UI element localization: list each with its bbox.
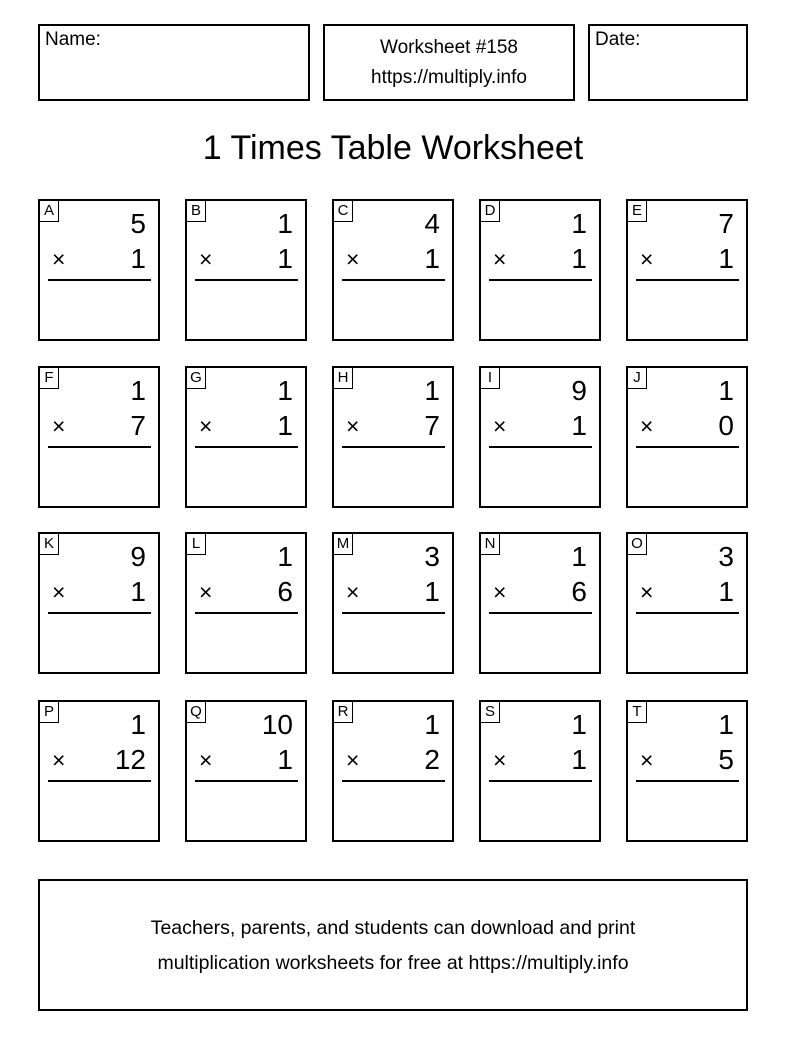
multiplier: 1 xyxy=(571,410,587,441)
problem-card xyxy=(332,532,454,674)
problem-card xyxy=(38,700,160,842)
date-label: Date: xyxy=(595,29,641,50)
multiply-sign: × xyxy=(346,413,360,439)
multiplier: 1 xyxy=(130,576,146,607)
answer-area[interactable] xyxy=(636,618,738,666)
answer-area[interactable] xyxy=(195,285,297,333)
multiplier: 1 xyxy=(130,243,146,274)
answer-line xyxy=(636,780,739,782)
multiplicand: 1 xyxy=(130,709,146,740)
problem-letter: G xyxy=(187,368,206,389)
multiply-sign: × xyxy=(52,747,66,773)
multiply-sign: × xyxy=(199,413,213,439)
answer-area[interactable] xyxy=(195,452,297,500)
answer-line xyxy=(48,612,151,614)
problem-letter: O xyxy=(628,534,647,555)
answer-area[interactable] xyxy=(489,285,591,333)
problem-card xyxy=(479,700,601,842)
answer-area[interactable] xyxy=(636,452,738,500)
footer-line-2: multiplication worksheets for free at https://multiply.info xyxy=(157,952,629,974)
answer-line xyxy=(489,780,592,782)
multiplicand: 3 xyxy=(718,541,734,572)
problem-card xyxy=(626,366,748,508)
answer-line xyxy=(342,279,445,281)
answer-line xyxy=(48,780,151,782)
problem-letter: N xyxy=(481,534,500,555)
multiplier: 7 xyxy=(424,410,440,441)
multiplier: 1 xyxy=(424,576,440,607)
multiply-sign: × xyxy=(199,579,213,605)
answer-line xyxy=(489,612,592,614)
multiplier: 1 xyxy=(571,744,587,775)
multiplier: 0 xyxy=(718,410,734,441)
problem-card xyxy=(38,199,160,341)
answer-line xyxy=(636,279,739,281)
multiplier: 5 xyxy=(718,744,734,775)
multiply-sign: × xyxy=(640,246,654,272)
problem-card xyxy=(626,700,748,842)
answer-area[interactable] xyxy=(489,452,591,500)
answer-line xyxy=(195,446,298,448)
problem-letter: J xyxy=(628,368,647,389)
site-url: https://multiply.info xyxy=(371,67,527,88)
multiply-sign: × xyxy=(493,747,507,773)
answer-area[interactable] xyxy=(636,786,738,834)
answer-area[interactable] xyxy=(195,786,297,834)
multiply-sign: × xyxy=(52,246,66,272)
multiplicand: 1 xyxy=(424,709,440,740)
problem-card xyxy=(332,199,454,341)
multiplier: 12 xyxy=(114,744,146,775)
multiplicand: 10 xyxy=(261,709,293,740)
problem-letter: L xyxy=(187,534,206,555)
problem-card xyxy=(626,532,748,674)
answer-area[interactable] xyxy=(342,618,444,666)
multiplier: 1 xyxy=(277,410,293,441)
problem-card xyxy=(38,532,160,674)
multiplicand: 1 xyxy=(424,375,440,406)
multiply-sign: × xyxy=(346,246,360,272)
problem-letter: D xyxy=(481,201,500,222)
problem-card xyxy=(479,199,601,341)
answer-line xyxy=(636,446,739,448)
multiply-sign: × xyxy=(640,747,654,773)
answer-line xyxy=(195,279,298,281)
problem-letter: E xyxy=(628,201,647,222)
answer-area[interactable] xyxy=(342,285,444,333)
answer-line xyxy=(342,780,445,782)
multiplicand: 1 xyxy=(571,208,587,239)
multiplicand: 1 xyxy=(571,541,587,572)
multiplicand: 1 xyxy=(277,208,293,239)
multiplier: 6 xyxy=(277,576,293,607)
answer-area[interactable] xyxy=(48,452,150,500)
answer-line xyxy=(342,446,445,448)
answer-line xyxy=(195,612,298,614)
multiplier: 6 xyxy=(571,576,587,607)
footer-box xyxy=(38,879,748,1011)
multiplier: 1 xyxy=(277,744,293,775)
answer-area[interactable] xyxy=(636,285,738,333)
problem-letter: C xyxy=(334,201,353,222)
answer-line xyxy=(636,612,739,614)
problem-letter: F xyxy=(40,368,59,389)
multiply-sign: × xyxy=(493,413,507,439)
answer-area[interactable] xyxy=(342,452,444,500)
multiply-sign: × xyxy=(493,246,507,272)
multiply-sign: × xyxy=(346,747,360,773)
multiply-sign: × xyxy=(199,246,213,272)
multiplicand: 1 xyxy=(718,375,734,406)
multiplicand: 5 xyxy=(130,208,146,239)
multiplicand: 4 xyxy=(424,208,440,239)
problem-card xyxy=(185,700,307,842)
answer-area[interactable] xyxy=(48,618,150,666)
answer-line xyxy=(48,279,151,281)
answer-area[interactable] xyxy=(489,618,591,666)
problem-letter: M xyxy=(334,534,353,555)
problem-letter: B xyxy=(187,201,206,222)
multiplicand: 1 xyxy=(277,375,293,406)
multiplier: 1 xyxy=(277,243,293,274)
problem-card xyxy=(332,700,454,842)
answer-area[interactable] xyxy=(48,285,150,333)
problem-letter: R xyxy=(334,702,353,723)
answer-area[interactable] xyxy=(342,786,444,834)
problem-letter: P xyxy=(40,702,59,723)
problem-card xyxy=(185,532,307,674)
multiplier: 1 xyxy=(718,243,734,274)
worksheet-number: Worksheet #158 xyxy=(379,37,518,58)
multiply-sign: × xyxy=(640,413,654,439)
multiplier: 7 xyxy=(130,410,146,441)
multiply-sign: × xyxy=(346,579,360,605)
answer-line xyxy=(48,446,151,448)
problem-card xyxy=(185,199,307,341)
name-label: Name: xyxy=(45,29,101,50)
problem-letter: S xyxy=(481,702,500,723)
footer-line-1: Teachers, parents, and students can download and print xyxy=(150,917,636,939)
multiplier: 1 xyxy=(424,243,440,274)
problem-card xyxy=(185,366,307,508)
multiplicand: 1 xyxy=(277,541,293,572)
multiplicand: 7 xyxy=(718,208,734,239)
problem-letter: I xyxy=(481,368,500,389)
answer-area[interactable] xyxy=(489,786,591,834)
multiplicand: 1 xyxy=(718,709,734,740)
problem-card xyxy=(479,532,601,674)
answer-line xyxy=(489,279,592,281)
answer-area[interactable] xyxy=(48,786,150,834)
multiply-sign: × xyxy=(52,579,66,605)
multiplicand: 1 xyxy=(130,375,146,406)
problem-letter: Q xyxy=(187,702,206,723)
problem-letter: A xyxy=(40,201,59,222)
problem-letter: H xyxy=(334,368,353,389)
multiplier: 1 xyxy=(571,243,587,274)
multiply-sign: × xyxy=(199,747,213,773)
multiplicand: 1 xyxy=(571,709,587,740)
multiplicand: 9 xyxy=(130,541,146,572)
multiply-sign: × xyxy=(52,413,66,439)
answer-area[interactable] xyxy=(195,618,297,666)
multiplier: 2 xyxy=(424,744,440,775)
answer-line xyxy=(342,612,445,614)
multiplicand: 9 xyxy=(571,375,587,406)
page-title: 1 Times Table Worksheet xyxy=(202,129,584,167)
multiplier: 1 xyxy=(718,576,734,607)
multiply-sign: × xyxy=(640,579,654,605)
multiply-sign: × xyxy=(493,579,507,605)
problem-card xyxy=(479,366,601,508)
problem-card xyxy=(332,366,454,508)
answer-line xyxy=(195,780,298,782)
multiplicand: 3 xyxy=(424,541,440,572)
problem-card xyxy=(626,199,748,341)
problem-card xyxy=(38,366,160,508)
problem-letter: T xyxy=(628,702,647,723)
problem-letter: K xyxy=(40,534,59,555)
answer-line xyxy=(489,446,592,448)
